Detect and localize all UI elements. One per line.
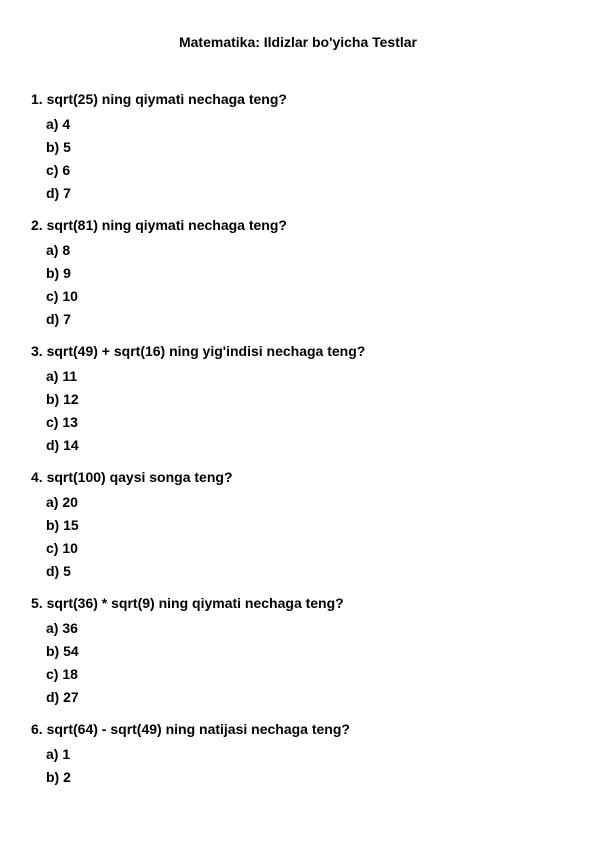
option-b: b) 5	[46, 139, 71, 155]
question-1	[31, 89, 571, 205]
question-text: 2. sqrt(81) ning qiymati nechaga teng?	[31, 217, 287, 233]
option-d: d) 7	[46, 185, 71, 201]
question-list	[31, 89, 571, 799]
option-c: c) 10	[46, 288, 78, 304]
question-text: 6. sqrt(64) - sqrt(49) ning natijasi nechaga teng?	[31, 721, 350, 737]
option-c: c) 6	[46, 162, 71, 178]
option-d: d) 27	[46, 689, 79, 705]
option-d: d) 7	[46, 311, 71, 327]
option-b: b) 54	[46, 643, 79, 659]
option-c: c) 10	[46, 540, 78, 556]
question-text: 4. sqrt(100) qaysi songa teng?	[31, 469, 233, 485]
option-b: b) 9	[46, 265, 71, 281]
question-4	[31, 467, 571, 583]
option-a: a) 4	[46, 116, 71, 132]
option-d: d) 14	[46, 437, 79, 453]
option-b: b) 12	[46, 391, 79, 407]
page-title: Matematika: Ildizlar bo'yicha Testlar	[178, 34, 418, 50]
question-6	[31, 719, 571, 789]
question-5	[31, 593, 571, 709]
question-text: 3. sqrt(49) + sqrt(16) ning yig'indisi nechaga teng?	[31, 343, 366, 359]
option-b: b) 2	[46, 769, 71, 785]
question-text: 5. sqrt(36) * sqrt(9) ning qiymati nechaga teng?	[31, 595, 344, 611]
option-a: a) 20	[46, 494, 78, 510]
option-c: c) 13	[46, 414, 78, 430]
option-a: a) 36	[46, 620, 78, 636]
question-2	[31, 215, 571, 331]
option-c: c) 18	[46, 666, 78, 682]
option-d: d) 5	[46, 563, 71, 579]
question-3	[31, 341, 571, 457]
option-a: a) 1	[46, 746, 71, 762]
question-text: 1. sqrt(25) ning qiymati nechaga teng?	[31, 91, 287, 107]
option-a: a) 11	[46, 368, 78, 384]
option-a: a) 8	[46, 242, 71, 258]
option-b: b) 15	[46, 517, 79, 533]
